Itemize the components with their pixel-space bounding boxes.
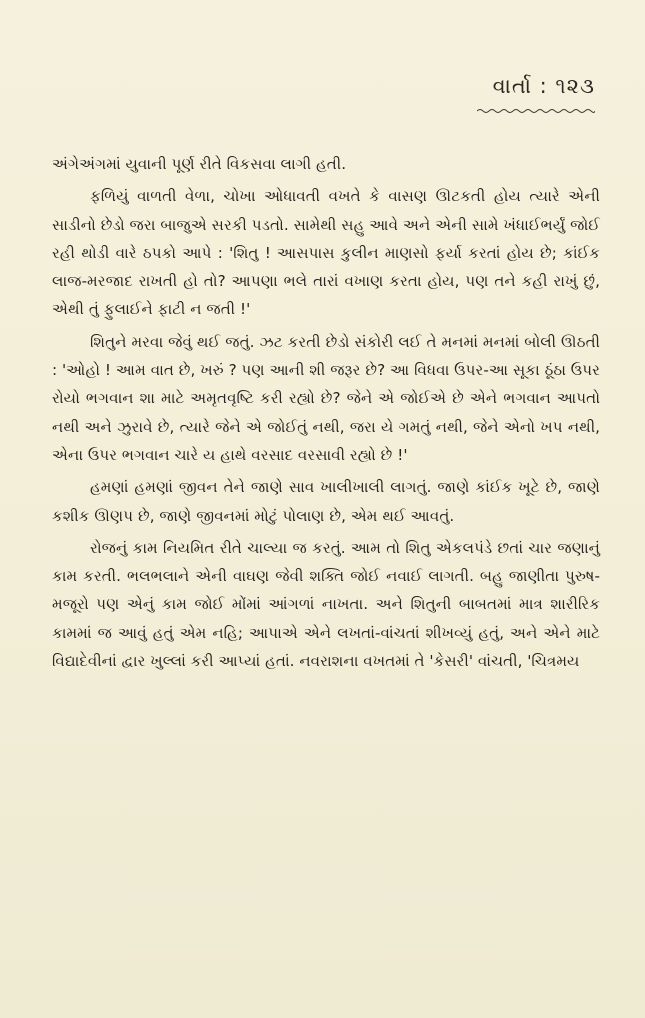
paragraph-5: રોજનું કામ નિયમિત રીતે ચાલ્યા જ કરતું. આમ તો શિતુ એકલપંડે છતાં ચાર જણાનું કામ કરતી. ભલભલાને એની વાઘણ જેવી શક્તિ જોઈ નવાઈ લાગતી. બહુ જાણીતા પુરુષ-મજૂરો પણ એનું કામ જોઈ મોંમાં આંગળાં નાખતા. અને શિતુની બાબતમાં માત્ર શારીરિક કામમાં જ આવું હતું એમ નહિ; આપાએ એને લખતાં-વાંચતાં શીખવ્યું હતું, અને એને માટે વિદ્યાદેવીનાં દ્વાર ખુલ્લાં કરી આપ્યાં હતાં. નવરાશના વખતમાં તે 'કેસરી' વાંચતી, 'ચિત્રમય xyxy=(52,538,600,671)
paragraph-3: શિતુને મરવા જેવું થઈ જતું. ઝટ કરતી છેડો સંકોરી લઈ તે મનમાં મનમાં બોલી ઊઠતી : 'ઓહો ! આમ વાત છે, ખરું ? પણ આની શી જરૂર છે? આ વિધવા ઉપર-આ સૂકા ઠૂંઠા ઉપર રોયો ભગવાન શા માટે અમૃતવૃષ્ટિ કરી રહ્યો છે? જેને એ જોઈએ છે એને ભગવાન આપતો નથી અને ઝુરાવે છે, ત્યારે જેને એ જોઈતું નથી, જરા યે ગમતું નથી, જેને એનો ખપ નથી, એના ઉપર ભગવાન ચારે ય હાથે વરસાદ વરસાવી રહ્યો છે !' xyxy=(52,332,600,464)
paragraph-4: હમણાં હમણાં જીવન તેને જાણે સાવ ખાલીખાલી લાગતું. જાણે કાંઈક ખૂટે છે, જાણે કશીક ઊણપ છે, જાણે જીવનમાં મોટું પોલાણ છે, એમ થઈ આવતું. xyxy=(52,478,600,525)
running-title: વાર્તા : ૧૨૩ xyxy=(492,74,595,98)
body-text xyxy=(52,150,600,675)
wavy-rule-ornament xyxy=(477,108,595,114)
paragraph-2: ફળિયું વાળતી વેળા, ચોખા ઓધાવતી વખતે કે વાસણ ઊટકતી હોય ત્યારે એની સાડીનો છેડો જરા બાજુએ સરકી પડતો. સામેથી સહુ આવે અને એની સામે ખંધાઈભર્યું જોઈ રહી થોડી વારે ઠપકો આપે : 'શિતુ ! આસપાસ કુલીન માણસો ફર્યા કરતાં હોય છે; કાંઈક લાજ-મરજાદ રાખતી હો તો? આપણા ભલે તારાં વખાણ કરતા હોય, પણ તને કહી રાખું છું, એથી તું ફુલાઈને ફાટી ન જતી !' xyxy=(52,187,600,319)
running-header xyxy=(477,74,595,118)
paragraph-1: અંગેઅંગમાં યુવાની પૂર્ણ રીતે વિકસવા લાગી હતી. xyxy=(52,155,347,173)
